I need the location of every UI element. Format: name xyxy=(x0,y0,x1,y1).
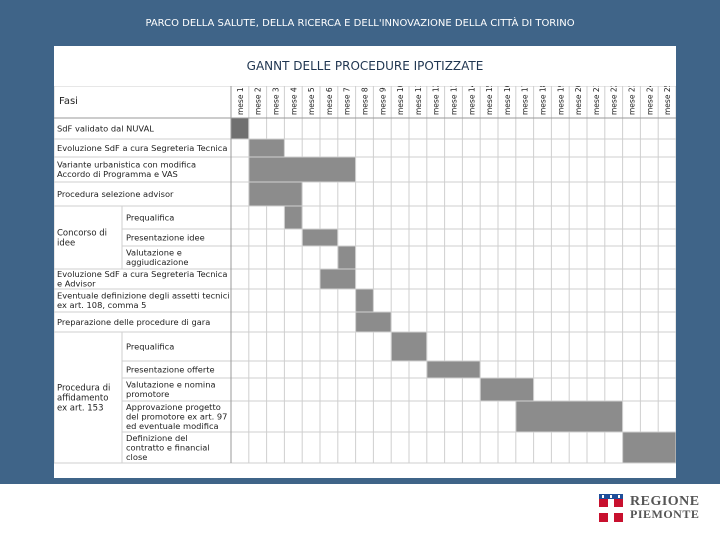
month-header: mese 6 xyxy=(324,87,334,115)
month-header: mese 5 xyxy=(307,87,317,115)
gantt-table xyxy=(54,86,676,478)
phase-label: del promotore ex art. 97 xyxy=(126,411,228,422)
gantt-bar xyxy=(356,290,373,312)
month-header: mese 12 xyxy=(431,86,441,115)
phase-label: Definizione del xyxy=(126,432,188,443)
gantt-bar xyxy=(321,270,356,289)
month-header: mese 4 xyxy=(289,87,299,115)
gantt-bar xyxy=(249,140,284,157)
month-header: mese 22 xyxy=(609,86,619,115)
month-header: mese 8 xyxy=(360,87,370,115)
phase-label: Valutazione e xyxy=(126,247,182,258)
left-band xyxy=(0,46,54,484)
phases-header: Fasi xyxy=(59,96,78,107)
group-label: Concorso di xyxy=(57,228,107,239)
logo-line-1: REGIONE xyxy=(630,494,700,509)
gantt-bar xyxy=(481,379,533,401)
group-label: idee xyxy=(57,238,76,249)
month-header: mese 24 xyxy=(645,86,655,115)
phase-label: ex art. 108, comma 5 xyxy=(57,300,147,310)
phase-label: Variante urbanistica con modifica xyxy=(57,159,197,170)
phase-label: Preparazione delle procedure di gara xyxy=(57,316,211,327)
gantt-bar xyxy=(303,230,338,246)
header-bar xyxy=(0,0,720,46)
phase-label: close xyxy=(126,451,148,462)
month-header: mese 7 xyxy=(342,87,352,115)
phase-label: contratto e financial xyxy=(126,442,210,453)
phase-label: Prequalifica xyxy=(126,212,175,223)
phase-label: aggiudicazione xyxy=(126,257,189,267)
gantt-bar xyxy=(338,247,355,269)
group-label: Procedura di xyxy=(57,383,111,394)
gantt-bar xyxy=(516,402,622,432)
page-subtitle: GANNT DELLE PROCEDURE IPOTIZZATE xyxy=(246,59,484,73)
logo-line-2: PIEMONTE xyxy=(630,507,700,521)
month-header: mese 2 xyxy=(253,87,263,115)
phase-label: Approvazione progetto xyxy=(126,401,221,412)
gantt-bar xyxy=(427,362,479,378)
phase-label: Presentazione offerte xyxy=(126,364,215,375)
month-header: mese 15 xyxy=(485,86,495,115)
month-header: mese 1 xyxy=(235,87,245,115)
phase-label: Evoluzione SdF a cura Segreteria Tecnica xyxy=(57,269,228,279)
month-header: mese 23 xyxy=(627,86,637,115)
gantt-bar xyxy=(285,207,302,229)
gantt-bar xyxy=(392,333,427,361)
gantt-bar xyxy=(249,158,355,182)
coat-of-arms-icon xyxy=(598,493,624,523)
phase-label: ed eventuale modifica xyxy=(126,420,219,431)
month-header: mese 17 xyxy=(520,86,530,115)
header-title: PARCO DELLA SALUTE, DELLA RICERCA E DELL'INNOVAZIONE DELLA CITTÀ DI TORINO xyxy=(145,17,575,29)
month-header: mese 25 xyxy=(663,86,673,115)
gantt-bar xyxy=(232,119,249,139)
month-header: mese 19 xyxy=(556,86,566,115)
phase-label: promotore xyxy=(126,389,170,399)
month-header: mese 13 xyxy=(449,86,459,115)
phase-label: SdF validato dal NUVAL xyxy=(57,123,154,134)
phase-label: Prequalifica xyxy=(126,341,175,352)
month-header: mese 18 xyxy=(538,86,548,115)
regione-piemonte-logo xyxy=(598,491,708,525)
bottom-band xyxy=(0,478,720,484)
phase-label: e Advisor xyxy=(57,278,96,289)
gantt-bar xyxy=(356,313,391,332)
group-label: ex art. 153 xyxy=(57,403,104,414)
month-header: mese 16 xyxy=(502,86,512,115)
month-header: mese 3 xyxy=(271,87,281,115)
month-header: mese 14 xyxy=(467,86,477,115)
phase-label: Accordo di Programma e VAS xyxy=(57,169,178,179)
gantt-bar xyxy=(249,183,301,206)
group-label: affidamento xyxy=(57,393,109,404)
gantt-chart xyxy=(54,86,676,478)
phase-label: Procedura selezione advisor xyxy=(57,188,174,199)
phase-label: Eventuale definizione degli assetti tecnici xyxy=(57,290,230,301)
subtitle-bar xyxy=(54,52,676,80)
phase-label: Evoluzione SdF a cura Segreteria Tecnica xyxy=(57,142,228,153)
logo-text xyxy=(630,495,700,521)
month-header: mese 11 xyxy=(413,86,423,115)
month-header: mese 20 xyxy=(574,86,584,115)
gantt-bar xyxy=(623,433,675,463)
right-band xyxy=(676,46,720,484)
phase-label: Presentazione idee xyxy=(126,232,205,243)
month-header: mese 10 xyxy=(396,86,406,115)
phase-label: Valutazione e nomina xyxy=(126,379,216,390)
month-header: mese 21 xyxy=(591,86,601,115)
month-header: mese 9 xyxy=(378,87,388,115)
